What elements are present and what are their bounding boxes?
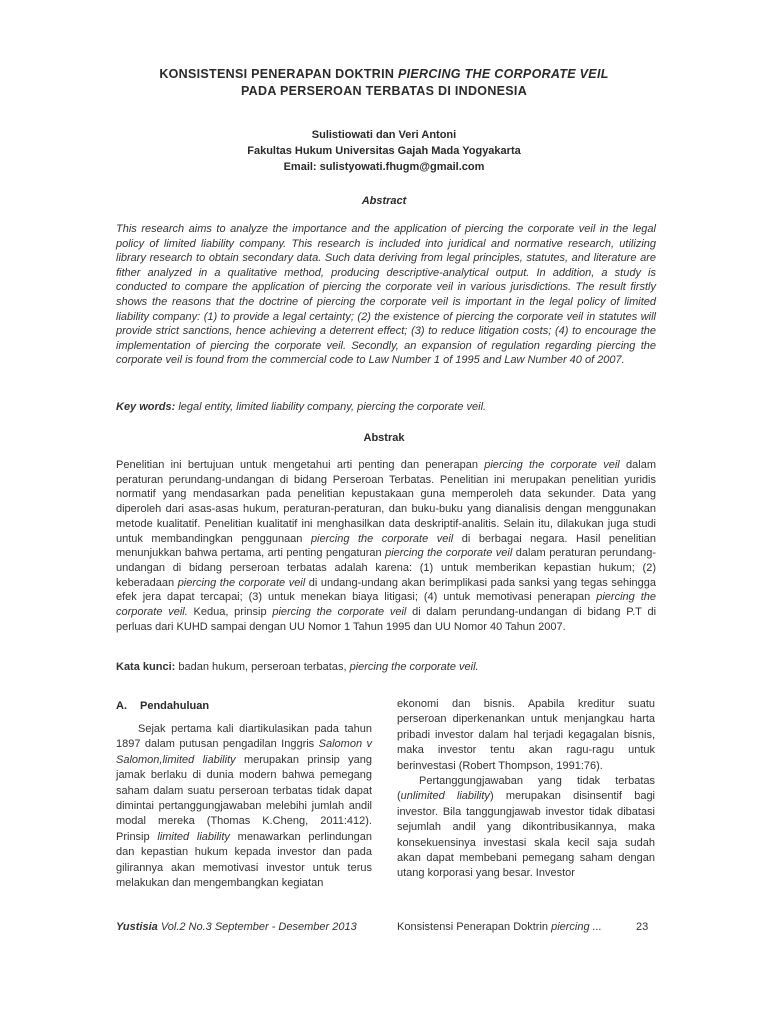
kata-kunci-line (116, 661, 656, 673)
left-column-text-segment: Salomon v Salomon,limited liability (116, 738, 372, 766)
keywords-line (116, 401, 656, 413)
section-title: Pendahuluan (140, 700, 210, 712)
left-column-text-segment: menawarkan perlindungan dan kepastian hukum kepada investor dan pada gilirannya akan memotivasi investor untuk terus melakukan dan mengembangkan kegiatan (116, 830, 372, 890)
abstract-text: This research aims to analyze the importance and the application of piercing the corporate veil in the legal policy of limited liability company. This research is included into juridical and normative research, utilizing library research to obtain secondary data. Such data deriving from legal principles, statutes, and literature are fither analyzed in a qualitative method, producing descriptive-analytical output. In addition, a study is conducted to compare the application of piercing the corporate veil in various jurisdictions. The result firstly shows the reasons that the doctrine of piercing the corporate veil is important in the legal policy of limited liability company: (1) to provide a legal certainty; (2) the existence of piercing the corporate veil in statutes will provide strict sanctions, hence achieving a deterrent effect; (3) to reduce litigation costs; (4) to encourage the implementation of piercing the corporate veil. Secondly, an expansion of regulation regarding piercing the corporate veil is found from the commercial code to Law Number 1 of 1995 and Law Number 40 of 2007. (116, 223, 656, 367)
keywords-value: legal entity, limited liability company, piercing the corporate veil. (178, 401, 487, 413)
left-column-text-segment: merupakan prinsip yang jamak berlaku di dunia modern bahwa pemegang saham dalam suatu perseroan terbatas tidak dapat dimintai pertanggungjawaban melebihi jumlah andil modal mereka (Thomas K.Cheng, 2011:412). Prinsip (116, 753, 372, 843)
left-column (116, 722, 372, 891)
kata-kunci-italic: piercing the corporate veil. (349, 661, 479, 673)
abstrak-text-segment: piercing the corporate veil (177, 576, 306, 589)
abstrak-text-segment: di berbagai negara. Hasil penelitian menunjukkan bahwa pertama, arti penting pengaturan (116, 532, 656, 560)
page-number: 23 (636, 921, 649, 933)
author-names: Sulistiowati dan Veri Antoni (311, 129, 457, 141)
journal-issue: Vol.2 No.3 September - Desember 2013 (157, 921, 357, 933)
author-email: Email: sulistyowati.fhugm@gmail.com (283, 161, 485, 173)
keywords-label: Key words: (116, 401, 176, 413)
journal-name: Yustisia (116, 921, 158, 933)
kata-kunci-value: badan hukum, perseroan terbatas, (175, 661, 350, 673)
left-column-paragraph (116, 722, 372, 891)
right-column-text-segment: ) merupakan disinsentif bagi investor. Bila tanggungjawab investor tidak dibatasi sejumlah andil yang dikontribusikannya, maka konsekuensinya investasi skala kecil saja sudah akan dapat membebani pemegang saham dengan utang korporasi yang besar. Investor (397, 790, 656, 880)
abstrak-text-segment: dalam peraturan perundang-undangan di bidang Perseroan Terbatas. Penelitian ini merupakan penelitian yuridis normatif yang mendasarkan pada penelitian kepustakaan guna memperoleh data sekunder. Data yang diperoleh dari asas-asas hukum, peraturan-peraturan, dan buku-buku yang dianalisis dengan menggunakan metode kualitatif. Penelitian kualitatif ini menghasilkan data deskriptif-analitis. Selain itu, dilakukan juga studi untuk membandingkan penggunaan (116, 459, 656, 545)
footer-journal (116, 921, 357, 933)
left-column-text-segment: limited liability (157, 830, 230, 843)
author-affiliation: Fakultas Hukum Universitas Gajah Mada Yogyakarta (247, 145, 521, 157)
author-block (60, 127, 708, 175)
abstrak-text (116, 458, 656, 634)
right-column-text-segment: unlimited liability (400, 790, 490, 803)
left-column-text-segment: Sejak pertama kali diartikulasikan pada tahun 1897 dalam putusan pengadilan Inggris (116, 723, 372, 751)
paper-title (60, 66, 708, 100)
right-column-paragraph-2 (397, 774, 655, 882)
right-column (397, 697, 655, 882)
abstrak-text-segment: piercing the corporate veil (484, 459, 620, 471)
section-heading-pendahuluan (116, 700, 209, 712)
abstrak-text-segment: di undang-undang akan berimplikasi pada sanksi yang tegas sehingga efek jera dapat tercapai; (3) untuk menekan biaya litigasi; (4) untuk memotivasi penerapan (116, 576, 656, 604)
kata-kunci-label: Kata kunci: (116, 661, 176, 673)
abstrak-text-segment: di dalam perundang-undangan di bidang P.T di perluas dari KUHD sampai dengan UU Nomor 1 Tahun 1995 dan UU Nomor 40 Tahun 2007. (116, 606, 657, 633)
abstrak-text-segment: dalam peraturan perundang-undangan di bidang perseroan terbatas adalah karena: (1) untuk memberikan kepastian hukum; (2) keberadaan (116, 547, 657, 589)
title-line-2: PADA PERSEROAN TERBATAS DI INDONESIA (240, 84, 528, 98)
right-column-text-segment: Pertanggungjawaban yang tidak terbatas ( (397, 775, 655, 803)
abstrak-heading: Abstrak (363, 432, 405, 444)
abstract-heading: Abstract (361, 195, 407, 207)
right-column-paragraph-1: ekonomi dan bisnis. Apabila kreditur suatu perseroan diperkenankan untuk menjangkau harta pribadi investor dalam hal terjadi kegagalan bisnis, maka investor tentu akan ragu-ragu untuk berinvestasi (Robert Thompson, 1991:76). (397, 698, 655, 772)
abstrak-text-segment: piercing the corporate veil (385, 547, 513, 560)
abstrak-text-segment: piercing the corporate veil (310, 532, 454, 545)
section-number: A. (116, 700, 127, 712)
abstrak-text-segment: Kedua, prinsip (187, 606, 273, 619)
footer-running-title: Konsistensi Penerapan Doktrin piercing ... (397, 921, 602, 933)
abstrak-text-segment: piercing the corporate veil (272, 606, 407, 619)
abstrak-text-segment: piercing the corporate veil. (116, 591, 657, 619)
abstrak-text-segment: Penelitian ini bertujuan untuk mengetahui arti penting dan penerapan (116, 459, 485, 471)
title-line-1: KONSISTENSI PENERAPAN DOKTRIN PIERCING THE CORPORATE VEIL (159, 67, 609, 81)
